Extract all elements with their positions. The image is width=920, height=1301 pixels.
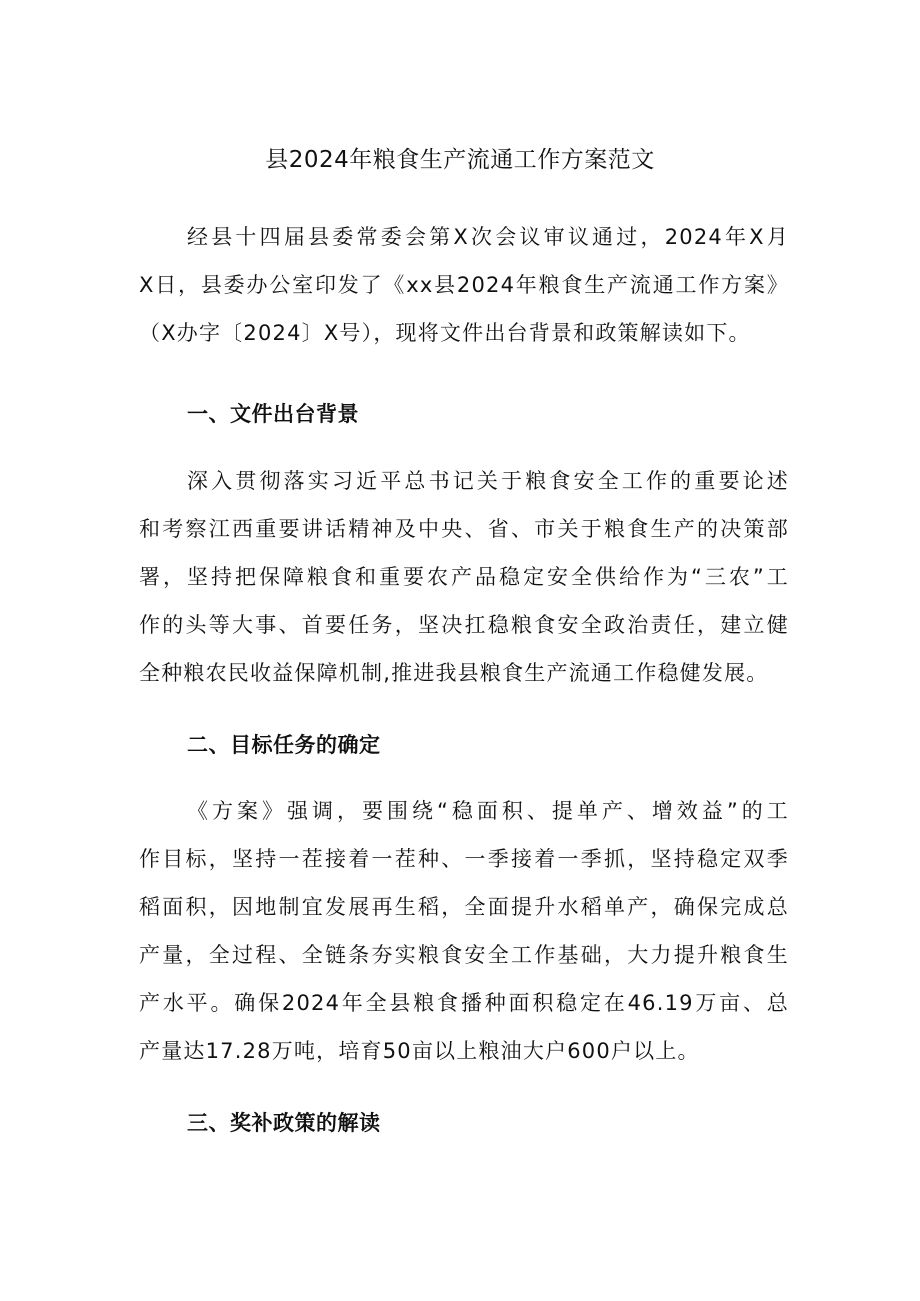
paragraph-line: 作的头等大事、首要任务，坚决扛稳粮食安全政治责任，建立健 — [139, 613, 789, 637]
document-title: 县2024年粮食生产流通工作方案范文 — [265, 147, 655, 173]
paragraph-line: （X办字〔2024〕X号），现将文件出台背景和政策解读如下。 — [139, 321, 751, 345]
paragraph-line: 稻面积，因地制宜发展再生稻，全面提升水稻单产，确保完成总 — [139, 895, 789, 919]
paragraph-line: 署，坚持把保障粮食和重要农产品稳定安全供给作为“三农”工 — [139, 565, 789, 589]
section-heading-2: 二、目标任务的确定 — [187, 733, 381, 757]
section-heading-1: 一、文件出台背景 — [187, 402, 359, 426]
paragraph-line: 全种粮农民收益保障机制,推进我县粮食生产流通工作稳健发展。 — [139, 661, 769, 685]
section-heading-3: 三、奖补政策的解读 — [187, 1111, 381, 1135]
paragraph-line: 产量，全过程、全链条夯实粮食安全工作基础，大力提升粮食生 — [139, 943, 789, 967]
paragraph-line: 产水平。确保2024年全县粮食播种面积稳定在46.19万亩、总 — [139, 991, 789, 1015]
section-2-paragraph — [139, 787, 789, 1075]
paragraph-line: 《方案》强调，要围绕“稳面积、提单产、增效益”的工 — [187, 799, 789, 823]
intro-paragraph — [139, 213, 789, 357]
paragraph-line: 经县十四届县委常委会第X次会议审议通过，2024年X月 — [187, 225, 789, 249]
paragraph-line: X日，县委办公室印发了《xx县2024年粮食生产流通工作方案》 — [139, 273, 789, 297]
section-1-paragraph — [139, 457, 789, 697]
paragraph-line: 产量达17.28万吨，培育50亩以上粮油大户600户以上。 — [139, 1039, 700, 1063]
paragraph-line: 作目标，坚持一茬接着一茬种、一季接着一季抓，坚持稳定双季 — [139, 847, 789, 871]
paragraph-line: 和考察江西重要讲话精神及中央、省、市关于粮食生产的决策部 — [139, 517, 789, 541]
paragraph-line: 深入贯彻落实习近平总书记关于粮食安全工作的重要论述 — [187, 469, 789, 493]
